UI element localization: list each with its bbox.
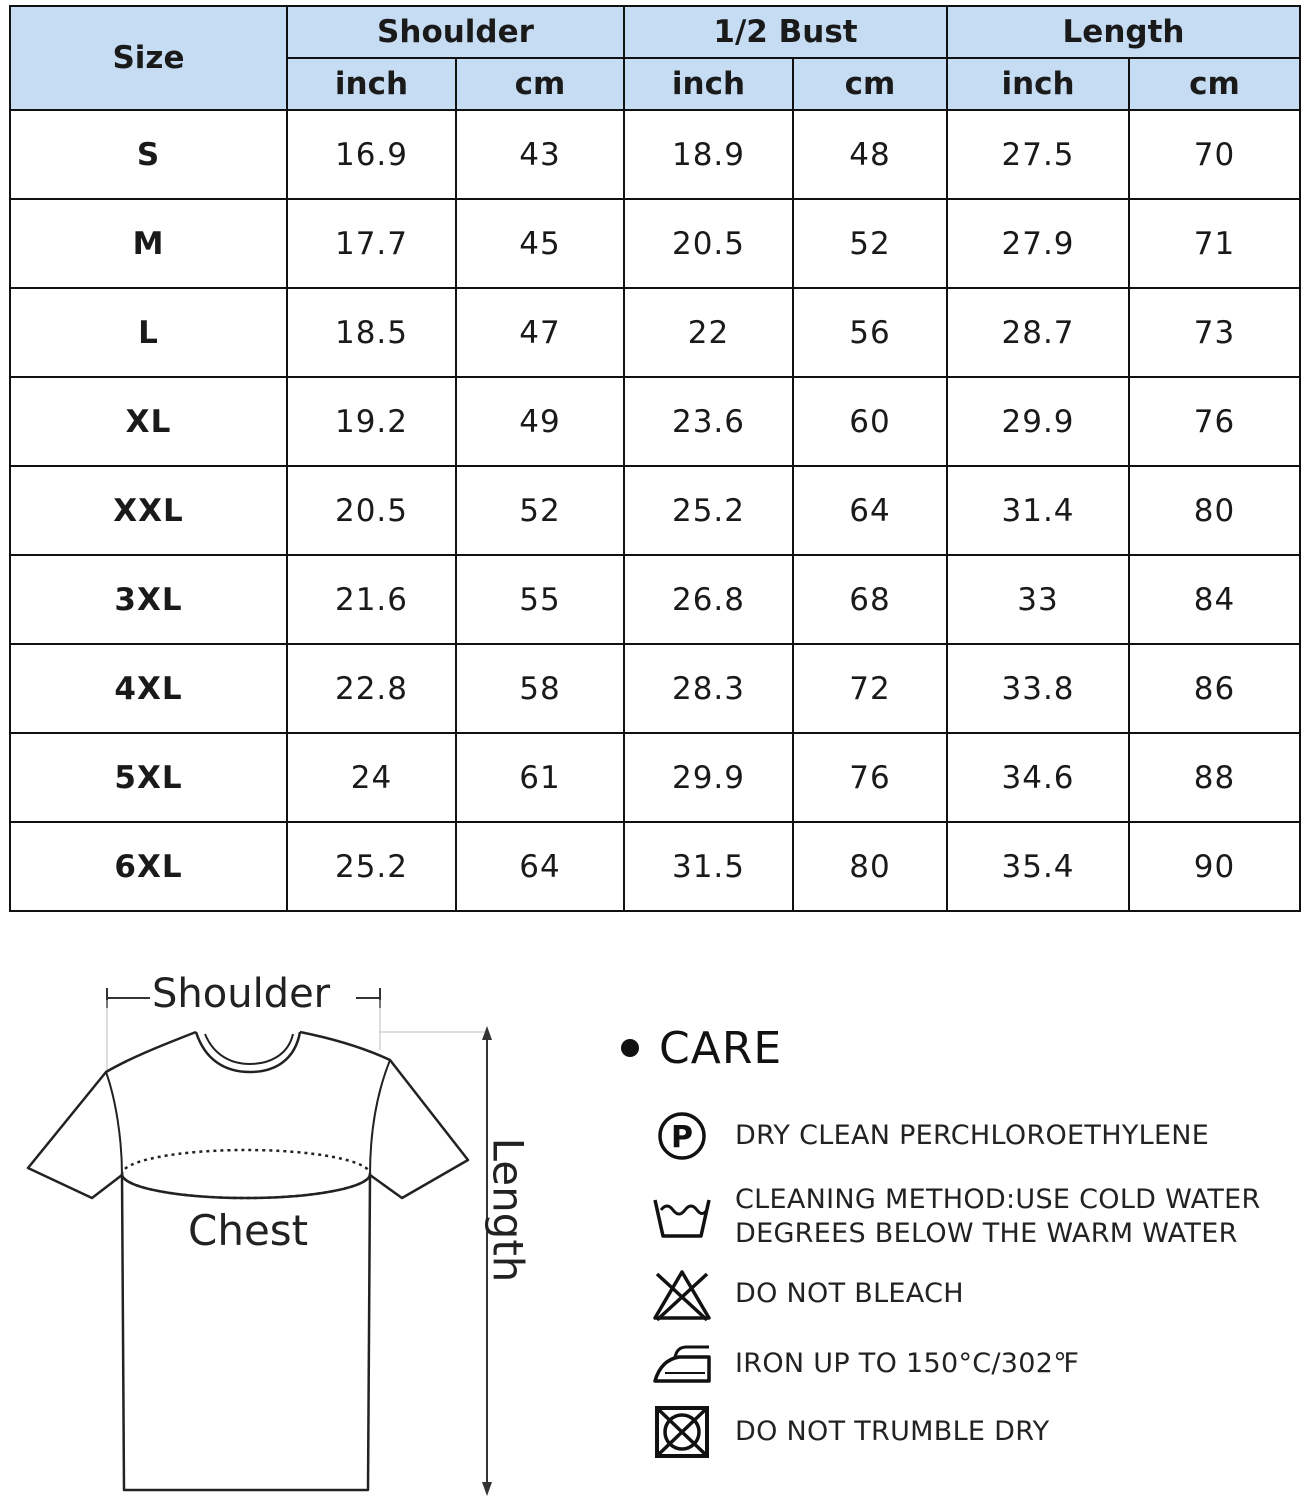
measurement-cell: 18.5 (287, 288, 456, 377)
measurement-cell: 60 (793, 377, 947, 466)
table-row (10, 288, 1300, 377)
measurement-cell: 34.6 (947, 733, 1129, 822)
measurement-cell: 33.8 (947, 644, 1129, 733)
measurement-cell: 31.4 (947, 466, 1129, 555)
size-cell: XXL (10, 466, 287, 555)
measurement-cell: 27.9 (947, 199, 1129, 288)
size-cell: 4XL (10, 644, 287, 733)
measurement-cell: 58 (456, 644, 624, 733)
care-item-wash (651, 1183, 1261, 1251)
measurement-cell: 43 (456, 110, 624, 199)
table-row (10, 199, 1300, 288)
measurement-cell: 18.9 (624, 110, 793, 199)
unit-header: cm (1129, 58, 1300, 110)
measurement-cell: 23.6 (624, 377, 793, 466)
measurement-cell: 31.5 (624, 822, 793, 911)
measurement-cell: 68 (793, 555, 947, 644)
tshirt-measurement-diagram (0, 960, 560, 1500)
size-cell: XL (10, 377, 287, 466)
measurement-cell: 25.2 (624, 466, 793, 555)
care-heading (615, 1018, 782, 1078)
svg-text:P: P (671, 1120, 693, 1155)
measurement-cell: 24 (287, 733, 456, 822)
length-label: Length (483, 1137, 533, 1283)
table-row (10, 377, 1300, 466)
care-text: IRON UP TO 150°C/302℉ (735, 1348, 1080, 1379)
care-text: DO NOT TRUMBLE DRY (735, 1416, 1050, 1447)
table-row (10, 733, 1300, 822)
measurement-cell: 20.5 (624, 199, 793, 288)
measurement-cell: 88 (1129, 733, 1300, 822)
size-chart-table (9, 5, 1301, 912)
unit-header: inch (947, 58, 1129, 110)
measurement-cell: 52 (793, 199, 947, 288)
measurement-cell: 84 (1129, 555, 1300, 644)
measurement-cell: 64 (456, 822, 624, 911)
measurement-cell: 52 (456, 466, 624, 555)
measurement-cell: 28.7 (947, 288, 1129, 377)
table-row (10, 466, 1300, 555)
care-section (615, 1018, 1305, 1488)
unit-header: cm (456, 58, 624, 110)
measurement-cell: 71 (1129, 199, 1300, 288)
size-cell: S (10, 110, 287, 199)
table-row (10, 644, 1300, 733)
size-cell: M (10, 199, 287, 288)
measurement-cell: 55 (456, 555, 624, 644)
bullet-icon (621, 1039, 639, 1057)
measurement-cell: 73 (1129, 288, 1300, 377)
care-text: DEGREES BELOW THE WARM WATER (735, 1218, 1238, 1249)
measurement-cell: 21.6 (287, 555, 456, 644)
size-cell: L (10, 288, 287, 377)
wash-tub-icon (651, 1189, 713, 1245)
bust-header: 1/2 Bust (624, 6, 947, 58)
measurement-cell: 80 (793, 822, 947, 911)
iron-icon (651, 1336, 713, 1392)
measurement-cell: 48 (793, 110, 947, 199)
measurement-cell: 90 (1129, 822, 1300, 911)
measurement-cell: 25.2 (287, 822, 456, 911)
shoulder-label: Shoulder (152, 971, 331, 1017)
size-header: Size (10, 6, 287, 110)
measurement-cell: 20.5 (287, 466, 456, 555)
measurement-cell: 64 (793, 466, 947, 555)
measurement-cell: 17.7 (287, 199, 456, 288)
measurement-cell: 22.8 (287, 644, 456, 733)
measurement-cell: 22 (624, 288, 793, 377)
size-cell: 3XL (10, 555, 287, 644)
no-tumble-dry-icon (651, 1404, 713, 1460)
measurement-cell: 72 (793, 644, 947, 733)
unit-header: cm (793, 58, 947, 110)
measurement-cell: 70 (1129, 110, 1300, 199)
measurement-cell: 29.9 (624, 733, 793, 822)
care-item-iron (651, 1336, 1079, 1392)
unit-header: inch (624, 58, 793, 110)
unit-header: inch (287, 58, 456, 110)
measurement-cell: 80 (1129, 466, 1300, 555)
measurement-cell: 26.8 (624, 555, 793, 644)
measurement-cell: 86 (1129, 644, 1300, 733)
table-row (10, 110, 1300, 199)
measurement-cell: 76 (1129, 377, 1300, 466)
shoulder-header: Shoulder (287, 6, 624, 58)
care-text: DO NOT BLEACH (735, 1278, 964, 1309)
measurement-cell: 28.3 (624, 644, 793, 733)
care-item-dry-clean (651, 1108, 1209, 1164)
measurement-cell: 35.4 (947, 822, 1129, 911)
table-row (10, 555, 1300, 644)
size-cell: 5XL (10, 733, 287, 822)
table-row (10, 822, 1300, 911)
size-table-body (10, 110, 1300, 911)
measurement-cell: 27.5 (947, 110, 1129, 199)
chest-label: Chest (188, 1206, 309, 1255)
length-header: Length (947, 6, 1300, 58)
measurement-cell: 76 (793, 733, 947, 822)
measurement-cell: 33 (947, 555, 1129, 644)
care-text: DRY CLEAN PERCHLOROETHYLENE (735, 1120, 1210, 1151)
care-item-tumble (651, 1404, 1049, 1460)
care-title: CARE (659, 1022, 783, 1074)
measurement-cell: 61 (456, 733, 624, 822)
dry-clean-p-icon (651, 1108, 713, 1164)
measurement-cell: 47 (456, 288, 624, 377)
no-bleach-icon (651, 1266, 713, 1322)
measurement-cell: 45 (456, 199, 624, 288)
care-text: CLEANING METHOD:USE COLD WATER (735, 1184, 1261, 1215)
measurement-cell: 29.9 (947, 377, 1129, 466)
size-cell: 6XL (10, 822, 287, 911)
measurement-cell: 16.9 (287, 110, 456, 199)
measurement-cell: 49 (456, 377, 624, 466)
care-item-bleach (651, 1266, 964, 1322)
measurement-cell: 19.2 (287, 377, 456, 466)
measurement-cell: 56 (793, 288, 947, 377)
